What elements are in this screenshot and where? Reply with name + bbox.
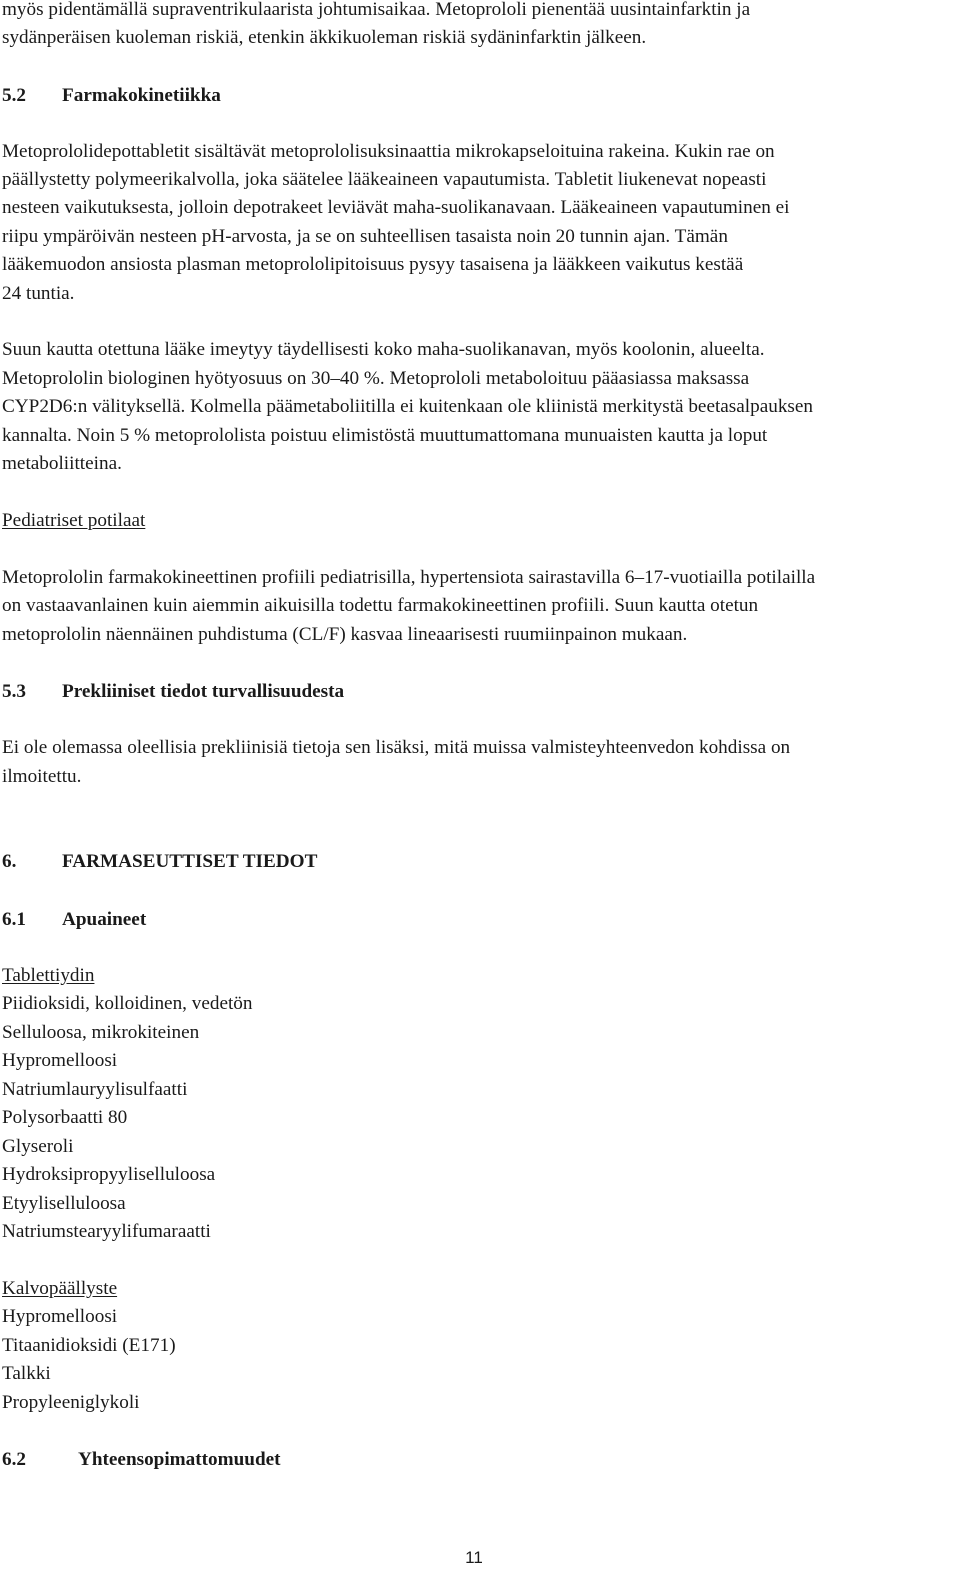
paragraph-line: Metoprololin farmakokineettinen profiili pediatrisilla, hypertensiota sairastavilla 6–17-vuotiailla potilailla bbox=[2, 567, 816, 588]
section-heading-5-2 bbox=[2, 84, 221, 108]
section-title: Farmakokinetiikka bbox=[62, 85, 221, 106]
intro-line-1: myös pidentämällä supraventrikulaarista johtumisaikaa. Metoprololi pienentää uusintainfarktin ja bbox=[2, 0, 751, 20]
section-heading-6-2 bbox=[2, 1448, 281, 1472]
list-item: Hypromelloosi bbox=[2, 1306, 118, 1327]
section-heading-6 bbox=[2, 850, 317, 874]
list-item: Hypromelloosi bbox=[2, 1050, 118, 1071]
section-title: Yhteensopimattomuudet bbox=[78, 1449, 281, 1470]
subheading-film-coating: Kalvopäällyste bbox=[2, 1278, 118, 1299]
paragraph-line: nesteen vaikutuksesta, jolloin depotrakeet leviävät maha-suolikanavaan. Lääkeaineen vapautuminen ei bbox=[2, 197, 790, 218]
paragraph-line: metaboliitteina. bbox=[2, 453, 122, 474]
section-heading-6-1 bbox=[2, 908, 146, 932]
intro-line-2: sydänperäisen kuoleman riskiä, etenkin äkkikuoleman riskiä sydäninfarktin jälkeen. bbox=[2, 27, 647, 48]
list-item: Selluloosa, mikrokiteinen bbox=[2, 1022, 200, 1043]
paragraph-line: Metoprololidepottabletit sisältävät metoprololisuksinaattia mikrokapseloituina rakeina. Kukin rae on bbox=[2, 141, 775, 162]
paragraph-line: metoprololin näennäinen puhdistuma (CL/F) kasvaa lineaarisesti ruumiinpainon mukaan. bbox=[2, 624, 688, 645]
paragraph-line: riipu ympäröivän nesteen pH-arvosta, ja se on suhteellisen tasaista noin 20 tunnin ajan. Tämän bbox=[2, 226, 728, 247]
paragraph-line: 24 tuntia. bbox=[2, 283, 75, 304]
list-item: Natriumstearyylifumaraatti bbox=[2, 1221, 211, 1242]
section-title: FARMASEUTTISET TIEDOT bbox=[62, 851, 318, 872]
section-number: 5.2 bbox=[2, 85, 26, 106]
section-heading-5-3 bbox=[2, 680, 344, 704]
list-item: Etyyliselluloosa bbox=[2, 1193, 126, 1214]
subheading-tablet-core: Tablettiydin bbox=[2, 965, 95, 986]
paragraph-line: kannalta. Noin 5 % metoprololista poistuu elimistöstä muuttumattomana munuaisten kautta ja loput bbox=[2, 425, 768, 446]
paragraph-line: CYP2D6:n välityksellä. Kolmella päämetaboliitilla ei kuitenkaan ole kliinistä merkitystä beetasalpauksen bbox=[2, 396, 813, 417]
section-number: 6.2 bbox=[2, 1449, 26, 1470]
list-item: Polysorbaatti 80 bbox=[2, 1107, 128, 1128]
list-item: Propyleeniglykoli bbox=[2, 1392, 140, 1413]
section-title: Prekliiniset tiedot turvallisuudesta bbox=[62, 681, 345, 702]
list-item: Natriumlauryylisulfaatti bbox=[2, 1079, 188, 1100]
list-item: Hydroksipropyyliselluloosa bbox=[2, 1164, 216, 1185]
list-item: Piidioksidi, kolloidinen, vedetön bbox=[2, 993, 253, 1014]
paragraph-line: Metoprololin biologinen hyötyosuus on 30–40 %. Metoprololi metaboloituu pääasiassa maksassa bbox=[2, 368, 750, 389]
section-number: 6.1 bbox=[2, 909, 26, 930]
paragraph-line: ilmoitettu. bbox=[2, 766, 82, 787]
paragraph-line: lääkemuodon ansiosta plasman metoprololipitoisuus pysyy tasaisena ja lääkkeen vaikutus kestää bbox=[2, 254, 744, 275]
paragraph-line: Suun kautta otettuna lääke imeytyy täydellisesti koko maha-suolikanavan, myös koolonin, alueelta. bbox=[2, 339, 765, 360]
section-title: Apuaineet bbox=[62, 909, 147, 930]
paragraph-line: Ei ole olemassa oleellisia prekliinisiä tietoja sen lisäksi, mitä muissa valmisteyhteenvedon kohdissa on bbox=[2, 737, 791, 758]
section-number: 6. bbox=[2, 851, 17, 872]
page-number: 11 bbox=[465, 1548, 483, 1567]
paragraph-line: on vastaavanlainen kuin aiemmin aikuisilla todettu farmakokineettinen profiili. Suun kautta otetun bbox=[2, 595, 759, 616]
list-item: Titaanidioksidi (E171) bbox=[2, 1335, 176, 1356]
section-number: 5.3 bbox=[2, 681, 26, 702]
subheading-pediatric: Pediatriset potilaat bbox=[2, 510, 146, 531]
paragraph-line: päällystetty polymeerikalvolla, joka säätelee lääkeaineen vapautumista. Tabletit liukenevat nopeasti bbox=[2, 169, 767, 190]
list-item: Talkki bbox=[2, 1363, 51, 1384]
list-item: Glyseroli bbox=[2, 1136, 74, 1157]
